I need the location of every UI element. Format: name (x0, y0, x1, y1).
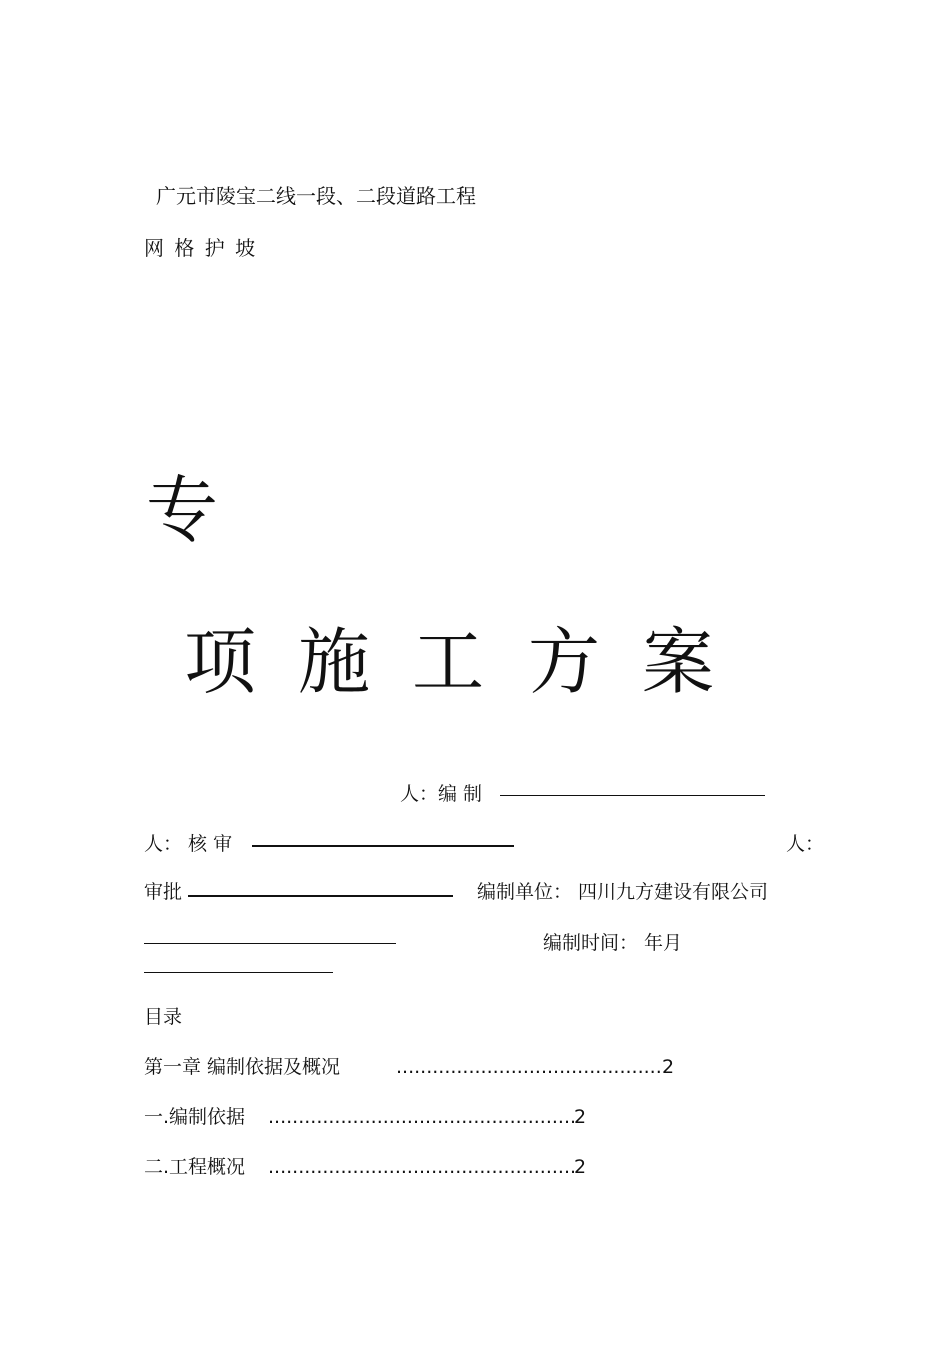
date-label: 编制时间： 年月 (543, 932, 683, 954)
blank-signature-line (144, 943, 396, 944)
approver-signature-line (188, 895, 453, 897)
project-title: 广元市陵宝二线一段、二段道路工程 (156, 184, 476, 208)
title-char-4: 方 (528, 620, 601, 704)
title-char-5: 案 (642, 620, 715, 704)
unit-label: 编制单位： 四川九方建设有限公司 (477, 881, 769, 903)
title-char-3: 工 (412, 620, 485, 704)
toc-entry-2-dots: ................................................... (268, 1106, 577, 1128)
title-char-1: 项 (184, 620, 257, 704)
toc-entry-2-label[interactable]: 一.编制依据 (144, 1106, 246, 1128)
toc-entry-3-dots: ................................................... (268, 1156, 577, 1178)
compiler-label: 人：编 制 (400, 783, 483, 805)
toc-entry-1-dots: ............................................ (396, 1056, 662, 1078)
reviewer-label: 人： 核 审 (144, 833, 233, 855)
approver-label: 审批 (144, 881, 183, 903)
compiler-signature-line (500, 795, 765, 796)
reviewer-suffix: 人： (786, 833, 825, 855)
date-signature-line (144, 972, 333, 973)
toc-entry-3-page: 2 (574, 1156, 587, 1178)
reviewer-signature-line (252, 845, 514, 847)
title-first-char: 专 (146, 468, 219, 552)
toc-entry-2-page: 2 (574, 1106, 587, 1128)
toc-entry-1-label[interactable]: 第一章 编制依据及概况 (144, 1056, 341, 1078)
subject-title: 网 格 护 坡 (144, 236, 258, 260)
toc-heading: 目录 (144, 1006, 183, 1028)
toc-entry-3-label[interactable]: 二.工程概况 (144, 1156, 246, 1178)
title-char-2: 施 (298, 620, 371, 704)
toc-entry-1-page: 2 (662, 1056, 675, 1078)
